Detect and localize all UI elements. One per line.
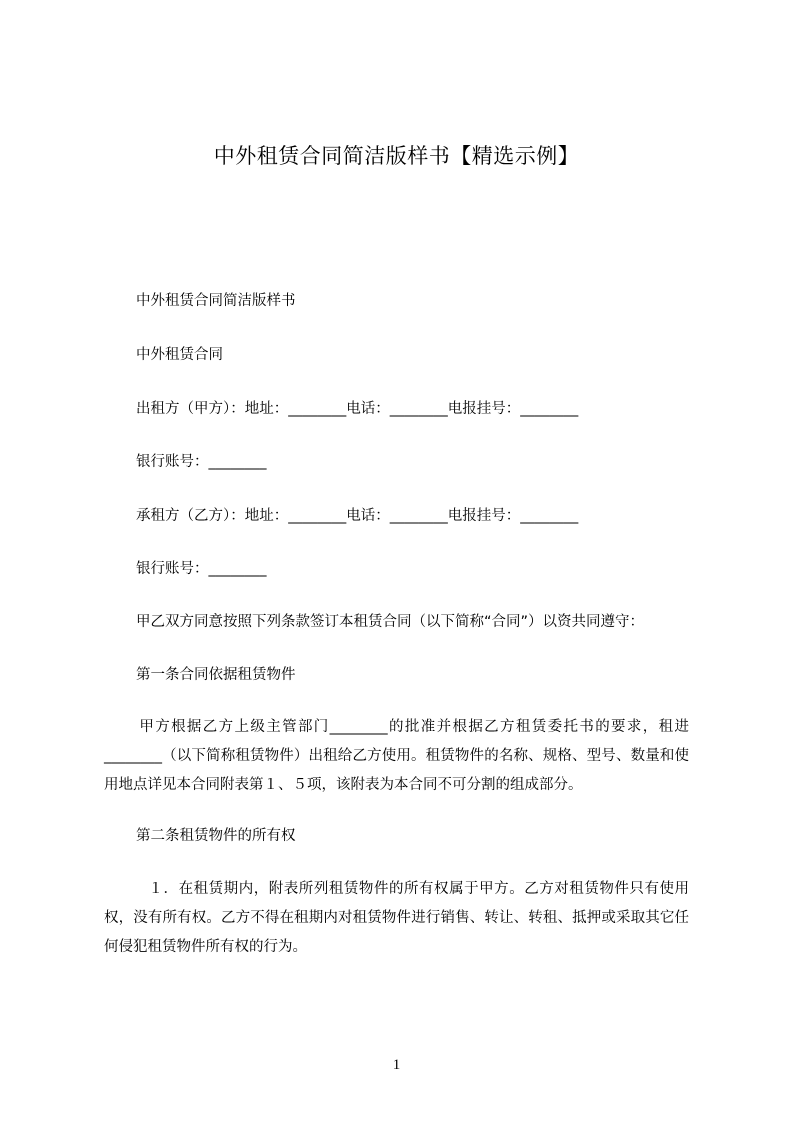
lessor-bank-line: 银行账号：________ (136, 454, 267, 470)
lessee-bank-line: 银行账号：________ (136, 561, 267, 577)
lessee-info-line: 承租方（乙方）：地址：________电话：________电报挂号：________ (136, 508, 579, 524)
lessor-info-line: 出租方（甲方）：地址：________电话：________电报挂号：________ (136, 401, 579, 417)
article2-paragraph (104, 875, 689, 962)
article1-heading: 第一条合同依据租赁物件 (136, 667, 296, 683)
contract-name-line: 中外租赁合同 (136, 347, 223, 363)
page-number: 1 (392, 1057, 401, 1073)
article1-text: 甲方根据乙方上级主管部门________的批准并根据乙方租赁委托书的要求，租进________（以下简称租赁物件）出租给乙方使用。租赁物件的名称、规格、型号、数量和使用地点详见本合同附表第１、５项，该附表为本合同不可分割的组成部分。 (104, 719, 689, 793)
subtitle-line: 中外租赁合同简洁版样书 (136, 293, 296, 309)
document-title: 中外租赁合同简洁版样书【精选示例】 (213, 144, 580, 168)
article2-heading: 第二条租赁物件的所有权 (136, 828, 296, 844)
article1-paragraph (104, 713, 689, 800)
article2-text: １．在租赁期内，附表所列租赁物件的所有权属于甲方。乙方对租赁物件只有使用权，没有所有权。乙方不得在租期内对租赁物件进行销售、转让、转租、抵押或采取其它任何侵犯租赁物件所有权的行为。 (104, 881, 689, 955)
agreement-intro-line: 甲乙双方同意按照下列条款签订本租赁合同（以下简称“合同”）以资共同遵守： (136, 614, 645, 630)
